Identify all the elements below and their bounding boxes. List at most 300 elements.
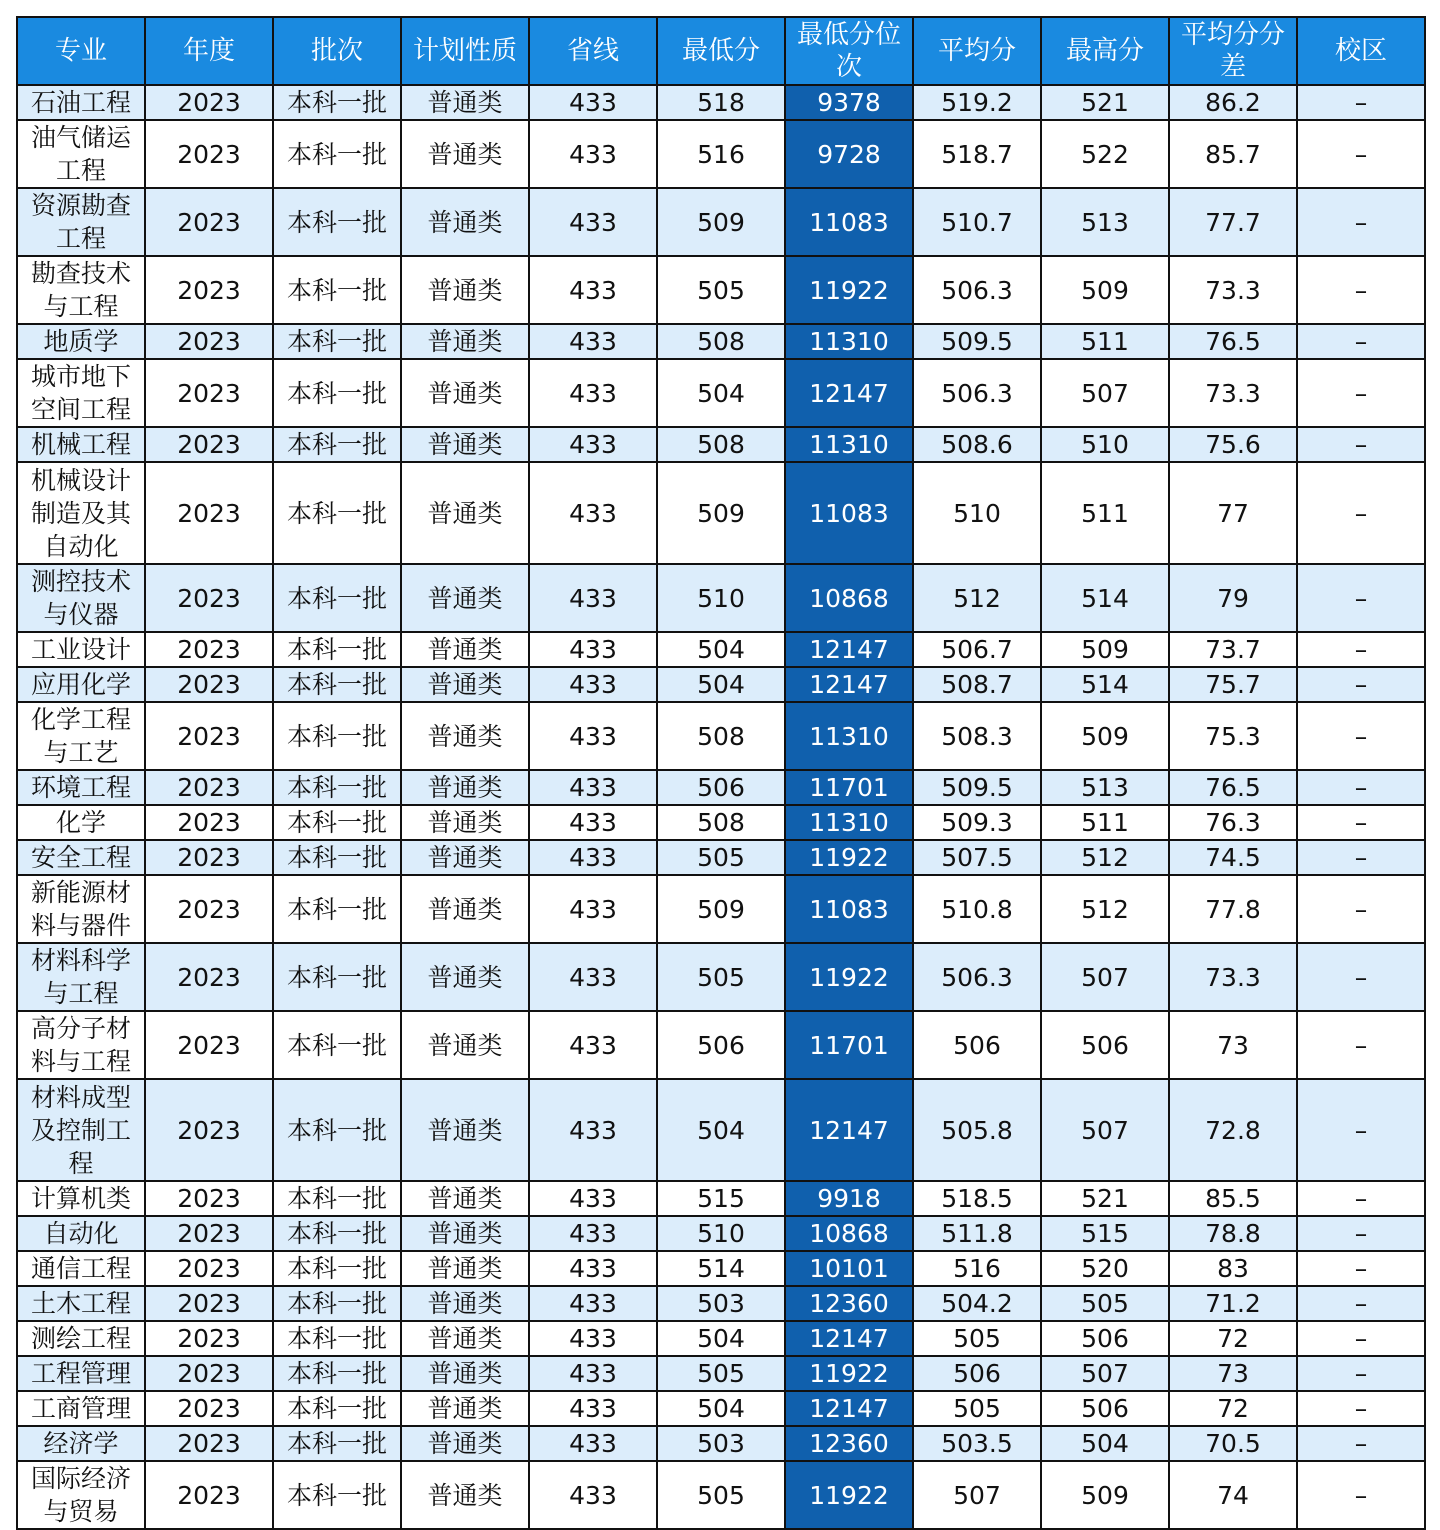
cell-batch: 本科一批	[273, 1181, 401, 1216]
cell-major: 工业设计	[17, 632, 145, 667]
cell-avg-score: 506	[913, 1011, 1041, 1079]
cell-campus: –	[1297, 85, 1425, 120]
cell-batch: 本科一批	[273, 1011, 401, 1079]
cell-avg-diff: 73.7	[1169, 632, 1297, 667]
cell-plan-type: 普通类	[401, 1216, 529, 1251]
cell-avg-score: 510.7	[913, 188, 1041, 256]
table-row	[17, 85, 1425, 120]
cell-province-line: 433	[529, 943, 657, 1011]
cell-province-line: 433	[529, 1321, 657, 1356]
cell-max-score: 520	[1041, 1251, 1169, 1286]
cell-avg-diff: 72	[1169, 1321, 1297, 1356]
cell-year: 2023	[145, 120, 273, 188]
cell-campus: –	[1297, 1391, 1425, 1426]
cell-min-score: 505	[657, 256, 785, 324]
cell-major: 勘查技术与工程	[17, 256, 145, 324]
cell-batch: 本科一批	[273, 1321, 401, 1356]
cell-campus: –	[1297, 324, 1425, 359]
cell-province-line: 433	[529, 702, 657, 770]
cell-avg-diff: 72	[1169, 1391, 1297, 1426]
cell-plan-type: 普通类	[401, 1079, 529, 1181]
table-row	[17, 120, 1425, 188]
cell-campus: –	[1297, 632, 1425, 667]
cell-province-line: 433	[529, 359, 657, 427]
cell-campus: –	[1297, 256, 1425, 324]
cell-max-score: 511	[1041, 324, 1169, 359]
cell-min-score: 510	[657, 1216, 785, 1251]
cell-campus: –	[1297, 805, 1425, 840]
cell-batch: 本科一批	[273, 1461, 401, 1529]
cell-major: 资源勘查工程	[17, 188, 145, 256]
cell-plan-type: 普通类	[401, 1011, 529, 1079]
header-avg-score: 平均分	[913, 17, 1041, 85]
cell-min-score: 504	[657, 1391, 785, 1426]
cell-major: 机械设计制造及其自动化	[17, 462, 145, 564]
cell-max-score: 521	[1041, 85, 1169, 120]
cell-year: 2023	[145, 875, 273, 943]
cell-year: 2023	[145, 188, 273, 256]
cell-avg-diff: 77	[1169, 462, 1297, 564]
cell-major: 石油工程	[17, 85, 145, 120]
table-row	[17, 1079, 1425, 1181]
table-row	[17, 1426, 1425, 1461]
cell-campus: –	[1297, 120, 1425, 188]
cell-year: 2023	[145, 943, 273, 1011]
cell-province-line: 433	[529, 770, 657, 805]
cell-min-score: 504	[657, 632, 785, 667]
cell-campus: –	[1297, 1461, 1425, 1529]
cell-min-rank: 12147	[785, 359, 913, 427]
cell-min-score: 504	[657, 359, 785, 427]
cell-min-score: 503	[657, 1426, 785, 1461]
cell-avg-score: 518.7	[913, 120, 1041, 188]
cell-max-score: 507	[1041, 1356, 1169, 1391]
cell-plan-type: 普通类	[401, 943, 529, 1011]
cell-campus: –	[1297, 1181, 1425, 1216]
cell-year: 2023	[145, 564, 273, 632]
cell-campus: –	[1297, 943, 1425, 1011]
header-campus: 校区	[1297, 17, 1425, 85]
cell-major: 环境工程	[17, 770, 145, 805]
cell-avg-score: 519.2	[913, 85, 1041, 120]
cell-year: 2023	[145, 324, 273, 359]
cell-avg-diff: 77.8	[1169, 875, 1297, 943]
header-year: 年度	[145, 17, 273, 85]
table-row	[17, 324, 1425, 359]
cell-min-score: 504	[657, 1079, 785, 1181]
cell-min-rank: 12147	[785, 632, 913, 667]
cell-major: 油气储运工程	[17, 120, 145, 188]
table-row	[17, 1181, 1425, 1216]
table-row	[17, 1461, 1425, 1529]
cell-min-score: 508	[657, 427, 785, 462]
cell-campus: –	[1297, 1079, 1425, 1181]
table-row	[17, 840, 1425, 875]
cell-year: 2023	[145, 1251, 273, 1286]
cell-province-line: 433	[529, 427, 657, 462]
cell-year: 2023	[145, 840, 273, 875]
cell-min-score: 516	[657, 120, 785, 188]
cell-province-line: 433	[529, 188, 657, 256]
cell-avg-diff: 72.8	[1169, 1079, 1297, 1181]
cell-year: 2023	[145, 462, 273, 564]
header-province-line: 省线	[529, 17, 657, 85]
cell-campus: –	[1297, 1011, 1425, 1079]
cell-batch: 本科一批	[273, 188, 401, 256]
cell-province-line: 433	[529, 1181, 657, 1216]
cell-avg-score: 509.5	[913, 770, 1041, 805]
cell-max-score: 506	[1041, 1321, 1169, 1356]
table-row	[17, 1391, 1425, 1426]
header-max-score: 最高分	[1041, 17, 1169, 85]
cell-min-rank: 11310	[785, 805, 913, 840]
cell-max-score: 506	[1041, 1011, 1169, 1079]
header-batch: 批次	[273, 17, 401, 85]
cell-campus: –	[1297, 564, 1425, 632]
cell-batch: 本科一批	[273, 1391, 401, 1426]
cell-campus: –	[1297, 1321, 1425, 1356]
cell-min-rank: 11310	[785, 324, 913, 359]
cell-min-rank: 11922	[785, 943, 913, 1011]
cell-year: 2023	[145, 1321, 273, 1356]
cell-avg-diff: 77.7	[1169, 188, 1297, 256]
cell-year: 2023	[145, 85, 273, 120]
cell-major: 经济学	[17, 1426, 145, 1461]
cell-major: 测控技术与仪器	[17, 564, 145, 632]
cell-major: 新能源材料与器件	[17, 875, 145, 943]
cell-province-line: 433	[529, 120, 657, 188]
cell-avg-score: 507	[913, 1461, 1041, 1529]
cell-avg-score: 506	[913, 1356, 1041, 1391]
cell-major: 工程管理	[17, 1356, 145, 1391]
header-min-score: 最低分	[657, 17, 785, 85]
cell-major: 地质学	[17, 324, 145, 359]
cell-plan-type: 普通类	[401, 564, 529, 632]
cell-min-score: 508	[657, 805, 785, 840]
cell-campus: –	[1297, 667, 1425, 702]
cell-province-line: 433	[529, 85, 657, 120]
cell-campus: –	[1297, 188, 1425, 256]
cell-min-score: 518	[657, 85, 785, 120]
cell-major: 自动化	[17, 1216, 145, 1251]
cell-min-score: 509	[657, 462, 785, 564]
cell-avg-score: 510.8	[913, 875, 1041, 943]
cell-province-line: 433	[529, 1251, 657, 1286]
cell-campus: –	[1297, 1216, 1425, 1251]
cell-batch: 本科一批	[273, 875, 401, 943]
cell-province-line: 433	[529, 1011, 657, 1079]
cell-min-rank: 11310	[785, 427, 913, 462]
table-row	[17, 1216, 1425, 1251]
cell-batch: 本科一批	[273, 632, 401, 667]
cell-province-line: 433	[529, 462, 657, 564]
cell-plan-type: 普通类	[401, 1461, 529, 1529]
cell-campus: –	[1297, 427, 1425, 462]
cell-batch: 本科一批	[273, 805, 401, 840]
cell-province-line: 433	[529, 1426, 657, 1461]
cell-max-score: 507	[1041, 359, 1169, 427]
cell-campus: –	[1297, 359, 1425, 427]
cell-min-score: 504	[657, 667, 785, 702]
cell-max-score: 512	[1041, 840, 1169, 875]
cell-avg-diff: 73	[1169, 1356, 1297, 1391]
cell-avg-diff: 73.3	[1169, 256, 1297, 324]
cell-min-score: 503	[657, 1286, 785, 1321]
cell-avg-diff: 76.5	[1169, 770, 1297, 805]
cell-avg-diff: 73.3	[1169, 943, 1297, 1011]
cell-max-score: 522	[1041, 120, 1169, 188]
cell-min-rank: 11310	[785, 702, 913, 770]
cell-avg-diff: 85.5	[1169, 1181, 1297, 1216]
cell-province-line: 433	[529, 805, 657, 840]
table-row	[17, 805, 1425, 840]
cell-major: 化学	[17, 805, 145, 840]
cell-max-score: 521	[1041, 1181, 1169, 1216]
cell-avg-score: 505.8	[913, 1079, 1041, 1181]
cell-avg-diff: 75.3	[1169, 702, 1297, 770]
cell-max-score: 512	[1041, 875, 1169, 943]
cell-year: 2023	[145, 1079, 273, 1181]
cell-min-rank: 12360	[785, 1426, 913, 1461]
cell-max-score: 515	[1041, 1216, 1169, 1251]
cell-batch: 本科一批	[273, 462, 401, 564]
cell-min-rank: 12147	[785, 1321, 913, 1356]
cell-province-line: 433	[529, 667, 657, 702]
cell-batch: 本科一批	[273, 943, 401, 1011]
cell-min-rank: 12147	[785, 1079, 913, 1181]
cell-avg-diff: 76.3	[1169, 805, 1297, 840]
cell-major: 材料科学与工程	[17, 943, 145, 1011]
cell-avg-score: 518.5	[913, 1181, 1041, 1216]
cell-campus: –	[1297, 1356, 1425, 1391]
header-min-rank: 最低分位次	[785, 17, 913, 85]
table-row	[17, 770, 1425, 805]
cell-campus: –	[1297, 1286, 1425, 1321]
admission-scores-table	[16, 16, 1426, 1530]
cell-batch: 本科一批	[273, 1426, 401, 1461]
cell-avg-score: 506.3	[913, 256, 1041, 324]
cell-major: 应用化学	[17, 667, 145, 702]
cell-province-line: 433	[529, 632, 657, 667]
cell-batch: 本科一批	[273, 256, 401, 324]
table-row	[17, 632, 1425, 667]
cell-max-score: 513	[1041, 770, 1169, 805]
table-row	[17, 427, 1425, 462]
table-header	[17, 17, 1425, 85]
cell-avg-diff: 85.7	[1169, 120, 1297, 188]
cell-avg-score: 503.5	[913, 1426, 1041, 1461]
cell-min-rank: 12360	[785, 1286, 913, 1321]
table-row	[17, 1356, 1425, 1391]
cell-batch: 本科一批	[273, 120, 401, 188]
cell-min-score: 508	[657, 324, 785, 359]
cell-avg-diff: 71.2	[1169, 1286, 1297, 1321]
cell-campus: –	[1297, 702, 1425, 770]
cell-major: 计算机类	[17, 1181, 145, 1216]
cell-avg-score: 508.3	[913, 702, 1041, 770]
cell-batch: 本科一批	[273, 1356, 401, 1391]
cell-plan-type: 普通类	[401, 1321, 529, 1356]
cell-max-score: 504	[1041, 1426, 1169, 1461]
cell-min-rank: 11701	[785, 1011, 913, 1079]
cell-province-line: 433	[529, 1216, 657, 1251]
cell-plan-type: 普通类	[401, 462, 529, 564]
header-plan-type: 计划性质	[401, 17, 529, 85]
cell-campus: –	[1297, 840, 1425, 875]
cell-plan-type: 普通类	[401, 1251, 529, 1286]
cell-min-score: 509	[657, 188, 785, 256]
cell-avg-score: 506.3	[913, 359, 1041, 427]
cell-year: 2023	[145, 1011, 273, 1079]
cell-min-rank: 11922	[785, 840, 913, 875]
cell-max-score: 505	[1041, 1286, 1169, 1321]
cell-batch: 本科一批	[273, 564, 401, 632]
cell-avg-diff: 79	[1169, 564, 1297, 632]
cell-year: 2023	[145, 1181, 273, 1216]
table-row	[17, 875, 1425, 943]
cell-campus: –	[1297, 1426, 1425, 1461]
cell-min-score: 505	[657, 943, 785, 1011]
cell-batch: 本科一批	[273, 770, 401, 805]
cell-batch: 本科一批	[273, 840, 401, 875]
cell-batch: 本科一批	[273, 1251, 401, 1286]
cell-major: 国际经济与贸易	[17, 1461, 145, 1529]
table-row	[17, 359, 1425, 427]
cell-province-line: 433	[529, 1391, 657, 1426]
cell-plan-type: 普通类	[401, 840, 529, 875]
cell-min-rank: 11083	[785, 875, 913, 943]
cell-avg-score: 516	[913, 1251, 1041, 1286]
cell-plan-type: 普通类	[401, 188, 529, 256]
cell-avg-diff: 73.3	[1169, 359, 1297, 427]
cell-batch: 本科一批	[273, 427, 401, 462]
cell-year: 2023	[145, 805, 273, 840]
cell-year: 2023	[145, 256, 273, 324]
cell-avg-score: 509.5	[913, 324, 1041, 359]
cell-plan-type: 普通类	[401, 805, 529, 840]
cell-avg-diff: 75.6	[1169, 427, 1297, 462]
header-avg-diff: 平均分分差	[1169, 17, 1297, 85]
cell-major: 材料成型及控制工程	[17, 1079, 145, 1181]
cell-major: 土木工程	[17, 1286, 145, 1321]
cell-avg-diff: 76.5	[1169, 324, 1297, 359]
table-row	[17, 667, 1425, 702]
cell-min-score: 506	[657, 770, 785, 805]
cell-max-score: 513	[1041, 188, 1169, 256]
cell-plan-type: 普通类	[401, 256, 529, 324]
cell-batch: 本科一批	[273, 324, 401, 359]
cell-year: 2023	[145, 1286, 273, 1321]
cell-plan-type: 普通类	[401, 667, 529, 702]
cell-campus: –	[1297, 462, 1425, 564]
cell-batch: 本科一批	[273, 1286, 401, 1321]
cell-avg-diff: 78.8	[1169, 1216, 1297, 1251]
cell-avg-diff: 74.5	[1169, 840, 1297, 875]
cell-avg-score: 508.7	[913, 667, 1041, 702]
cell-batch: 本科一批	[273, 1216, 401, 1251]
cell-major: 安全工程	[17, 840, 145, 875]
table-row	[17, 462, 1425, 564]
cell-major: 测绘工程	[17, 1321, 145, 1356]
cell-batch: 本科一批	[273, 667, 401, 702]
cell-max-score: 511	[1041, 805, 1169, 840]
cell-major: 化学工程与工艺	[17, 702, 145, 770]
cell-province-line: 433	[529, 564, 657, 632]
cell-min-score: 514	[657, 1251, 785, 1286]
cell-max-score: 509	[1041, 632, 1169, 667]
cell-year: 2023	[145, 1356, 273, 1391]
cell-major: 高分子材料与工程	[17, 1011, 145, 1079]
cell-campus: –	[1297, 875, 1425, 943]
cell-plan-type: 普通类	[401, 427, 529, 462]
cell-batch: 本科一批	[273, 359, 401, 427]
cell-min-rank: 10868	[785, 1216, 913, 1251]
cell-max-score: 510	[1041, 427, 1169, 462]
cell-min-rank: 9728	[785, 120, 913, 188]
cell-major: 机械工程	[17, 427, 145, 462]
cell-min-rank: 11922	[785, 256, 913, 324]
table-row	[17, 702, 1425, 770]
cell-avg-diff: 73	[1169, 1011, 1297, 1079]
cell-plan-type: 普通类	[401, 1391, 529, 1426]
cell-major: 城市地下空间工程	[17, 359, 145, 427]
cell-campus: –	[1297, 770, 1425, 805]
cell-plan-type: 普通类	[401, 702, 529, 770]
cell-year: 2023	[145, 1391, 273, 1426]
cell-plan-type: 普通类	[401, 1426, 529, 1461]
cell-avg-score: 506.7	[913, 632, 1041, 667]
cell-min-score: 509	[657, 875, 785, 943]
cell-year: 2023	[145, 1461, 273, 1529]
table-row	[17, 943, 1425, 1011]
cell-year: 2023	[145, 1426, 273, 1461]
cell-max-score: 509	[1041, 702, 1169, 770]
cell-avg-score: 509.3	[913, 805, 1041, 840]
cell-min-score: 515	[657, 1181, 785, 1216]
cell-min-score: 505	[657, 1461, 785, 1529]
cell-max-score: 507	[1041, 1079, 1169, 1181]
cell-province-line: 433	[529, 1286, 657, 1321]
cell-major: 工商管理	[17, 1391, 145, 1426]
cell-province-line: 433	[529, 256, 657, 324]
header-row	[17, 17, 1425, 85]
cell-min-rank: 9918	[785, 1181, 913, 1216]
cell-avg-diff: 74	[1169, 1461, 1297, 1529]
table-row	[17, 564, 1425, 632]
cell-province-line: 433	[529, 1461, 657, 1529]
header-major: 专业	[17, 17, 145, 85]
cell-min-score: 504	[657, 1321, 785, 1356]
cell-min-score: 505	[657, 1356, 785, 1391]
cell-min-rank: 11922	[785, 1356, 913, 1391]
cell-avg-score: 504.2	[913, 1286, 1041, 1321]
cell-max-score: 511	[1041, 462, 1169, 564]
cell-major: 通信工程	[17, 1251, 145, 1286]
cell-province-line: 433	[529, 840, 657, 875]
table-row	[17, 1251, 1425, 1286]
cell-plan-type: 普通类	[401, 359, 529, 427]
cell-min-rank: 10101	[785, 1251, 913, 1286]
cell-plan-type: 普通类	[401, 1181, 529, 1216]
cell-plan-type: 普通类	[401, 632, 529, 667]
cell-plan-type: 普通类	[401, 85, 529, 120]
cell-min-rank: 12147	[785, 1391, 913, 1426]
cell-province-line: 433	[529, 1356, 657, 1391]
cell-avg-diff: 70.5	[1169, 1426, 1297, 1461]
cell-max-score: 509	[1041, 256, 1169, 324]
cell-avg-score: 505	[913, 1391, 1041, 1426]
cell-plan-type: 普通类	[401, 324, 529, 359]
